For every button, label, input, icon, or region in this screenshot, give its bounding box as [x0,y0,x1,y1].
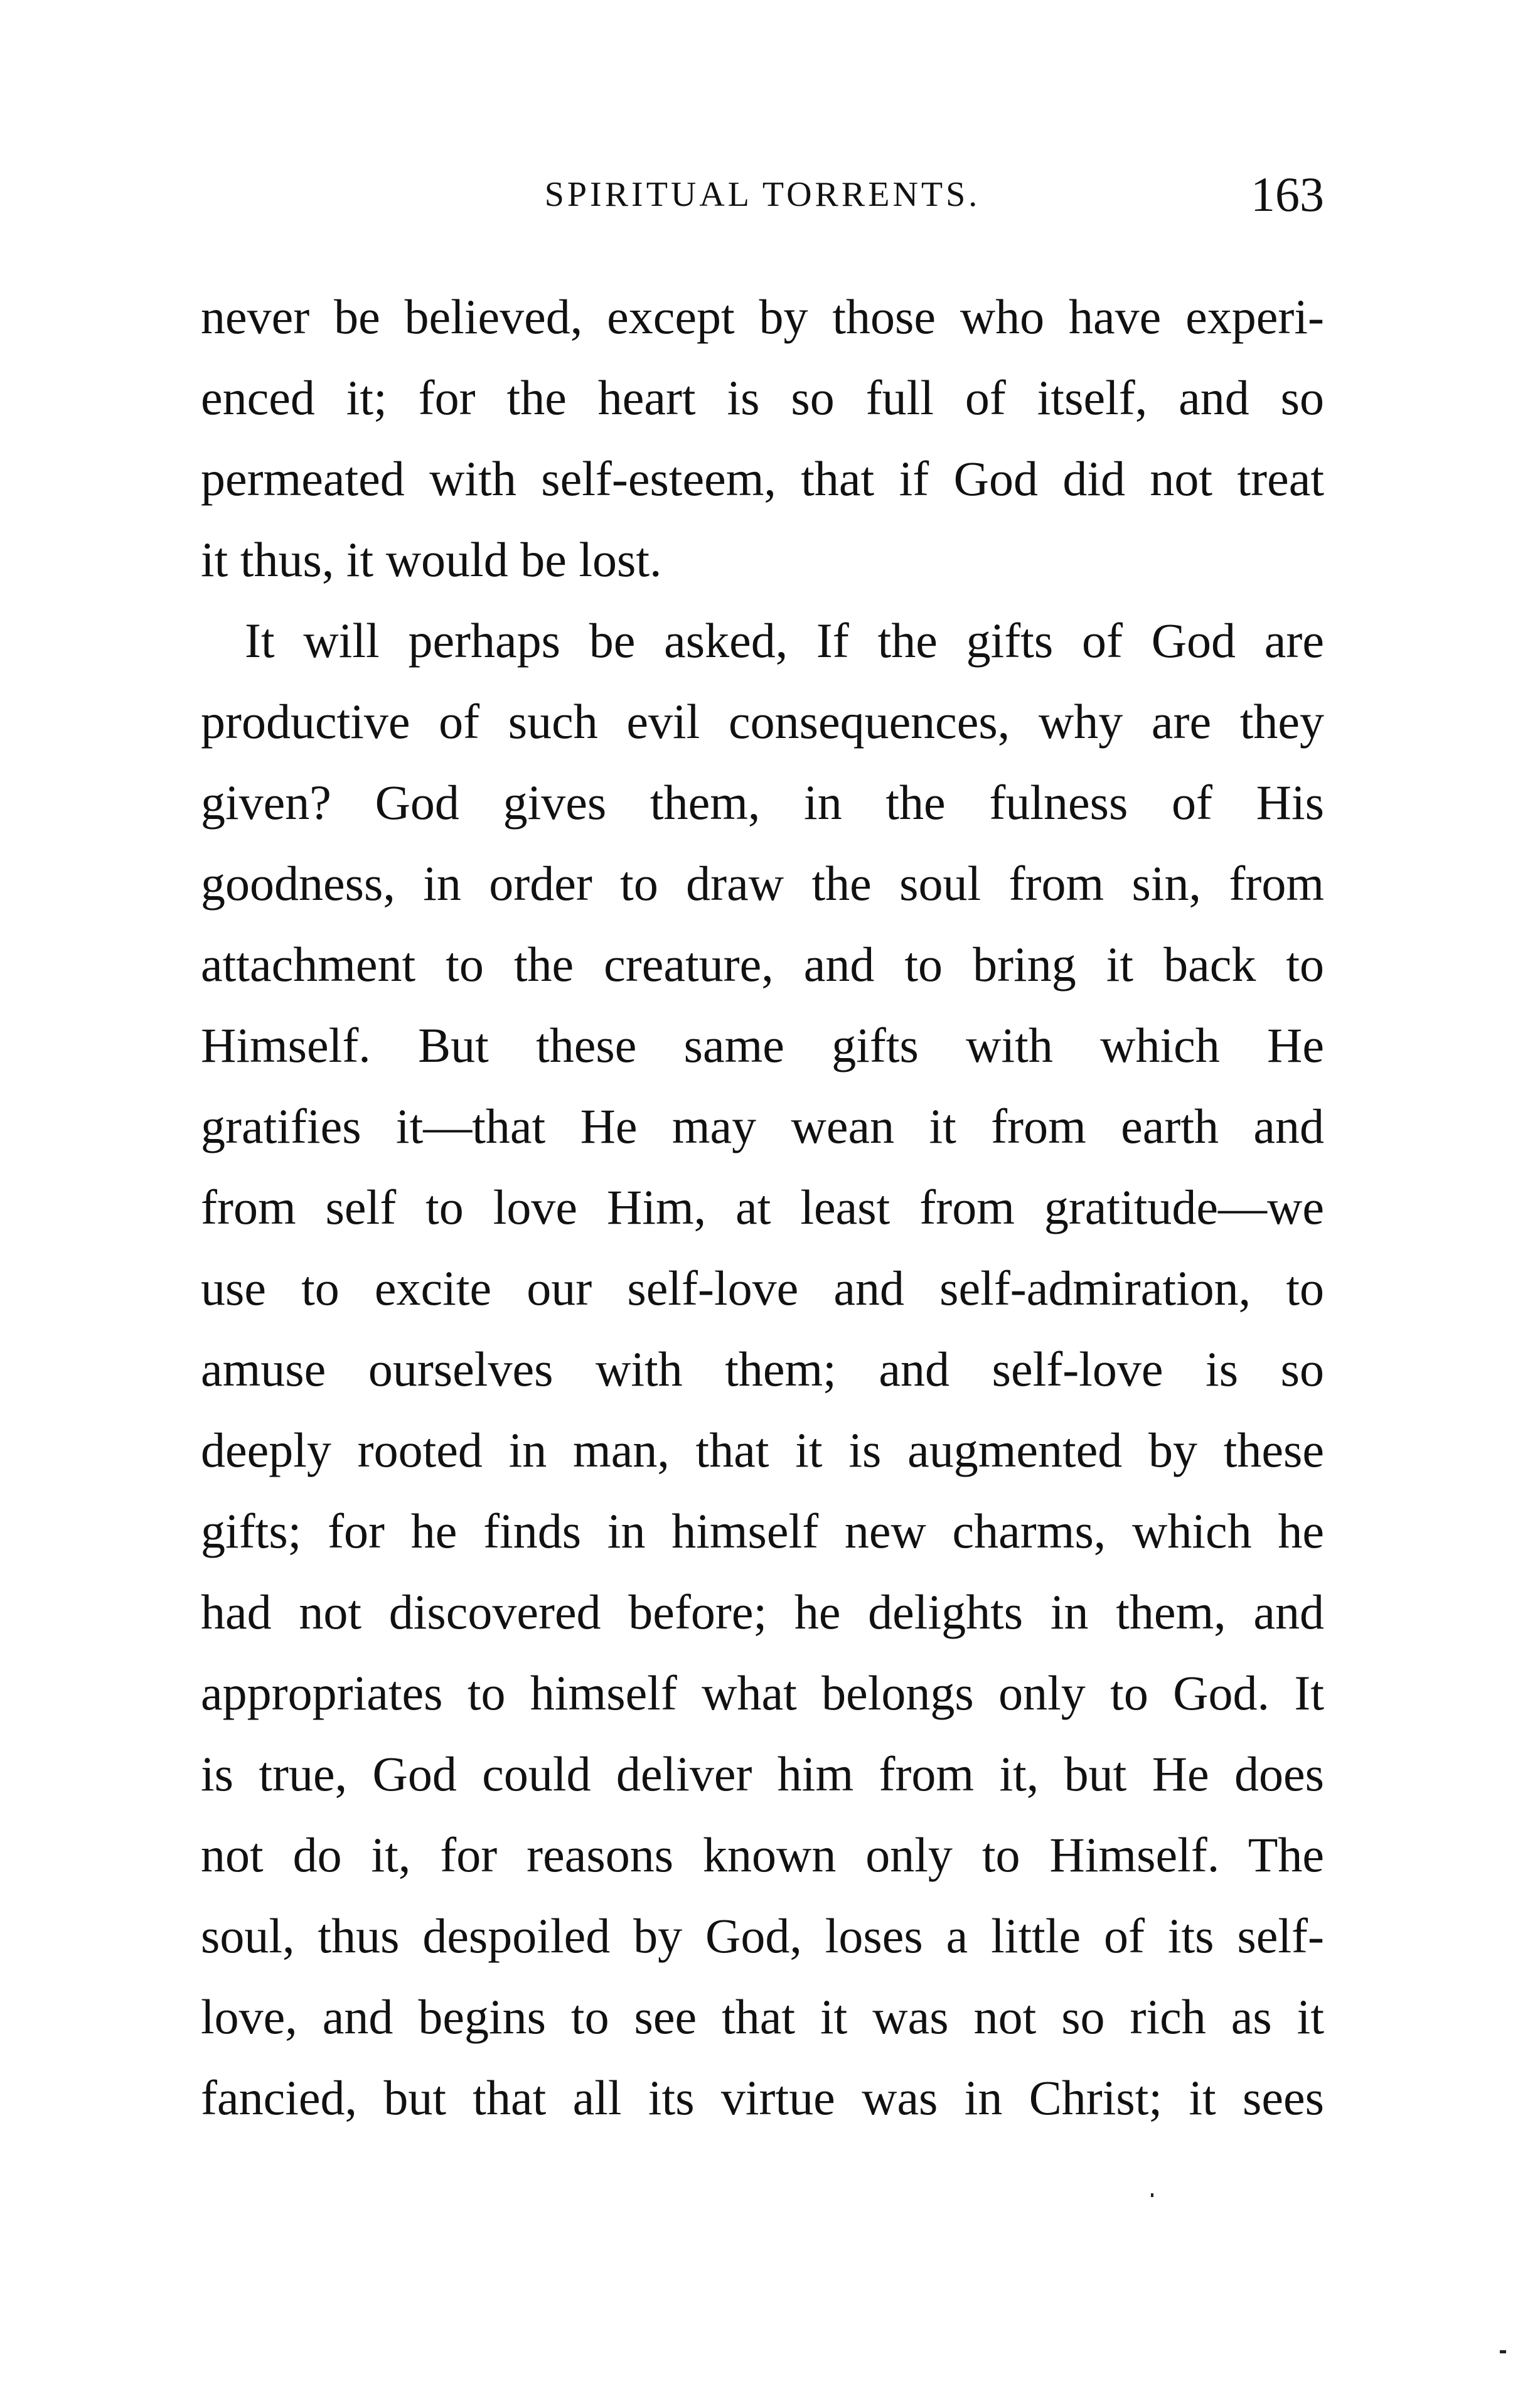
text-line: not do it, for reasons known only to Himself. The [201,1827,1324,1882]
scan-speck [1151,2193,1153,2197]
text-line: It will perhaps be asked, If the gifts of God are [245,613,1324,668]
scan-speck [1500,2350,1506,2353]
text-line: is true, God could deliver him from it, but He does [201,1746,1324,1801]
text-line: deeply rooted in man, that it is augmented by these [201,1423,1324,1477]
text-line: fancied, but that all its virtue was in Christ; it sees [201,2070,1324,2125]
text-line: attachment to the creature, and to bring it back to [201,937,1324,992]
text-line: goodness, in order to draw the soul from sin, from [201,856,1324,911]
running-head [201,166,1324,223]
text-line: soul, thus despoiled by God, loses a little of its self- [201,1908,1324,1963]
text-line: gratifies it—that He may wean it from earth and [201,1099,1324,1153]
page-number: 163 [1251,167,1324,222]
running-title: SPIRITUAL TORRENTS. [544,175,981,214]
text-line: from self to love Him, at least from gratitude—we [201,1180,1324,1234]
text-line: amuse ourselves with them; and self-love is so [201,1342,1324,1396]
text-line: given? God gives them, in the fulness of His [201,775,1324,830]
text-line: it thus, it would be lost. [201,532,662,587]
body-text [201,276,1324,2138]
text-line: never be believed, except by those who have experi- [201,289,1324,344]
text-line: appropriates to himself what belongs only to God. It [201,1666,1324,1720]
text-line: Himself. But these same gifts with which He [201,1018,1324,1072]
text-line: love, and begins to see that it was not so rich as it [201,1989,1324,2044]
text-line: enced it; for the heart is so full of itself, and so [201,370,1324,425]
text-line: productive of such evil consequences, why are they [201,694,1324,749]
text-line: had not discovered before; he delights in them, and [201,1585,1324,1639]
text-line: use to excite our self-love and self-admiration, to [201,1261,1324,1315]
text-line: gifts; for he finds in himself new charms, which he [201,1504,1324,1558]
text-line: permeated with self-esteem, that if God did not treat [201,451,1324,506]
